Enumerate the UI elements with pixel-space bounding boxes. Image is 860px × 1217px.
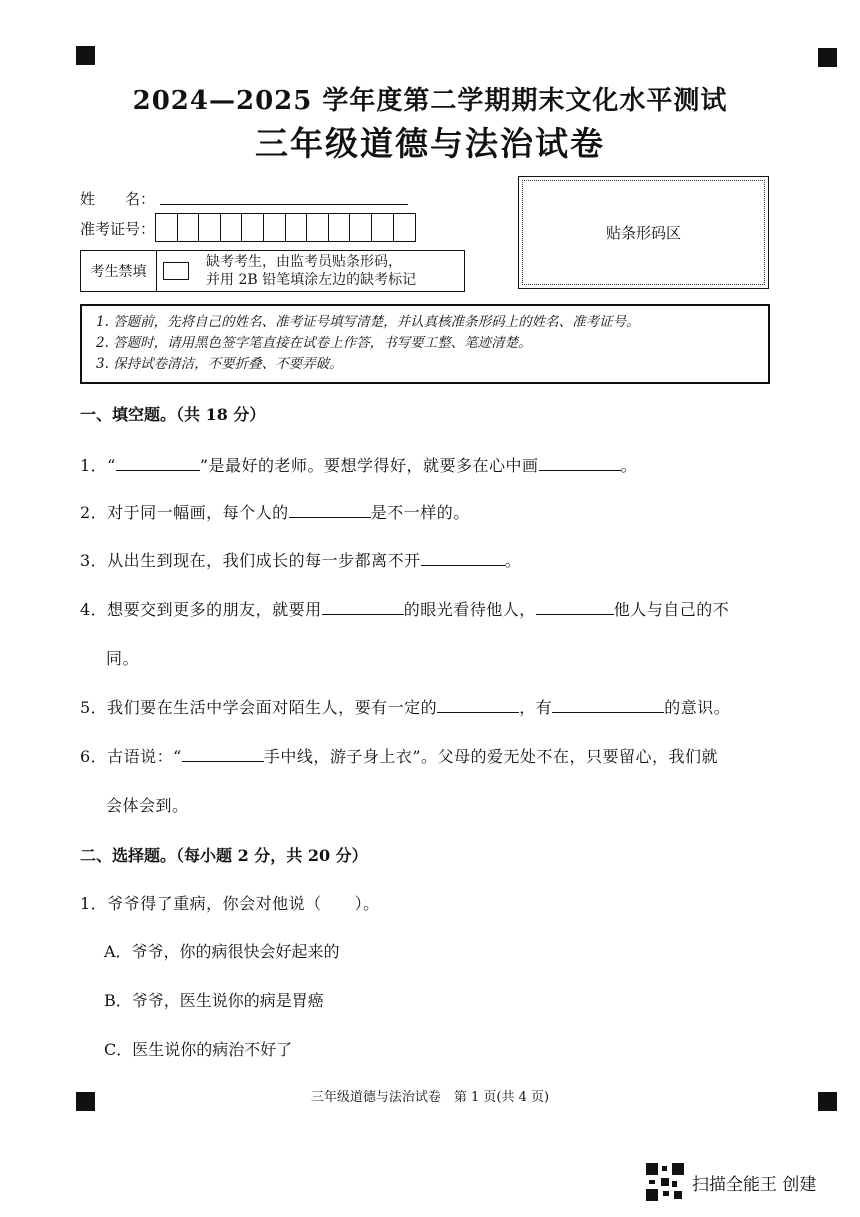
id-box[interactable]: [264, 214, 286, 241]
answer-blank[interactable]: [539, 469, 621, 471]
id-number-boxes[interactable]: [155, 213, 416, 242]
scanner-watermark: [646, 1163, 816, 1201]
fill-question-5: 5．我们要在生活中学会面对陌生人，要有一定的 ，有 的意识。: [80, 698, 731, 717]
section-1-title: 一、填空题。（共 18 分）: [80, 405, 266, 424]
absent-label: 考生禁填: [81, 251, 157, 291]
barcode-area: [518, 176, 769, 289]
name-field[interactable]: [160, 204, 408, 205]
id-box[interactable]: [199, 214, 221, 241]
page-footer: 三年级道德与法治试卷 第 1 页(共 4 页): [310, 1090, 550, 1105]
absent-text-2: 并用 2B 铅笔填涂左边的缺考标记: [206, 272, 417, 288]
answer-blank[interactable]: [182, 760, 264, 762]
barcode-label: 贴条形码区: [605, 224, 681, 242]
answer-blank[interactable]: [552, 711, 664, 713]
exam-title: 2024—2025 学年度第二学期期末文化水平测试: [132, 86, 728, 116]
id-box[interactable]: [394, 214, 416, 241]
choice-option-a[interactable]: A．爷爷，你的病很快会好起来的: [104, 942, 340, 961]
section-2-title: 二、选择题。（每小题 2 分，共 20 分）: [80, 846, 368, 865]
id-box[interactable]: [156, 214, 178, 241]
id-box[interactable]: [178, 214, 200, 241]
answer-blank[interactable]: [536, 613, 614, 615]
corner-mark-top-left: [76, 46, 95, 65]
corner-mark-top-right: [818, 48, 837, 67]
fill-question-6: 6．古语说：“ 手中线，游子身上衣”。父母的爱无处不在，只要留心，我们就: [80, 747, 719, 766]
fill-question-2: 2．对于同一幅画，每个人的 是不一样的。: [80, 503, 470, 522]
instruction-item: 3. 保持试卷清洁，不要折叠、不要弄破。: [96, 356, 343, 372]
id-box[interactable]: [242, 214, 264, 241]
fill-question-4: 4．想要交到更多的朋友，就要用 的眼光看待他人， 他人与自己的不: [80, 600, 730, 619]
answer-blank[interactable]: [421, 564, 505, 566]
exam-subtitle: 三年级道德与法治试卷: [255, 124, 605, 163]
id-box[interactable]: [307, 214, 329, 241]
answer-blank[interactable]: [437, 711, 519, 713]
id-label: 准考证号：: [80, 220, 156, 238]
absent-mark-box[interactable]: [163, 262, 189, 280]
answer-blank[interactable]: [289, 516, 371, 518]
instructions-box: [80, 304, 770, 384]
id-box[interactable]: [350, 214, 372, 241]
answer-blank[interactable]: [322, 613, 404, 615]
fill-question-3: 3．从出生到现在，我们成长的每一步都离不开 。: [80, 551, 522, 570]
absent-text-1: 缺考考生，由监考员贴条形码，: [206, 254, 402, 270]
name-label: 姓 名：: [80, 190, 156, 208]
qr-code-icon: [646, 1163, 684, 1201]
id-box[interactable]: [372, 214, 394, 241]
id-box[interactable]: [329, 214, 351, 241]
choice-option-c[interactable]: C．医生说你的病治不好了: [104, 1040, 293, 1059]
choice-question-1: 1．爷爷得了重病，你会对他说（ ）。: [80, 894, 380, 913]
choice-option-b[interactable]: B．爷爷，医生说你的病是胃癌: [104, 991, 324, 1010]
absent-box: [80, 250, 465, 292]
instruction-item: 1. 答题前，先将自己的姓名、准考证号填写清楚，并认真核准条形码上的姓名、准考证号。: [96, 314, 640, 330]
id-box[interactable]: [221, 214, 243, 241]
instruction-item: 2. 答题时，请用黑色签字笔直接在试卷上作答，书写要工整、笔迹清楚。: [96, 335, 532, 351]
fill-question-1: 1．“ ”是最好的老师。要想学得好，就要多在心中画 。: [80, 456, 638, 475]
scanner-text: 扫描全能王 创建: [692, 1174, 817, 1195]
answer-blank[interactable]: [116, 469, 200, 471]
fill-question-4-cont: 同。: [106, 649, 140, 668]
id-box[interactable]: [286, 214, 308, 241]
fill-question-6-cont: 会体会到。: [106, 796, 189, 815]
